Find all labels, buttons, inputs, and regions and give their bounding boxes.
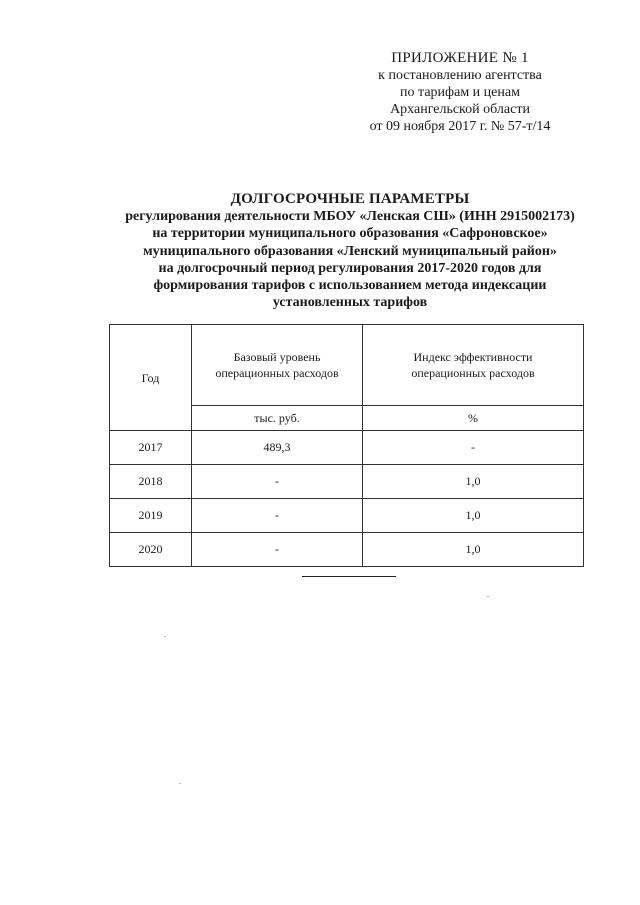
appendix-line: Архангельской области bbox=[390, 102, 530, 117]
parameters-table bbox=[109, 324, 584, 567]
cell-base: - bbox=[192, 465, 363, 499]
appendix-title: ПРИЛОЖЕНИЕ № 1 bbox=[391, 50, 529, 66]
header-base-level bbox=[192, 325, 363, 406]
document-title: ДОЛГОСРОЧНЫЕ ПАРАМЕТРЫ bbox=[230, 191, 470, 207]
table-row bbox=[110, 533, 584, 567]
cell-base: - bbox=[192, 499, 363, 533]
header-year: Год bbox=[110, 325, 192, 431]
heading-line: формирования тарифов с использованием метода индексации bbox=[153, 278, 547, 294]
unit-index: % bbox=[363, 406, 584, 431]
appendix-line: от 09 ноября 2017 г. № 57-т/14 bbox=[369, 119, 551, 134]
heading-line: на долгосрочный период регулирования 2017-2020 годов для bbox=[158, 260, 542, 276]
header-base-line1: Базовый уровень bbox=[233, 350, 321, 364]
heading-line: на территории муниципального образования «Сафроновское» bbox=[152, 226, 548, 242]
cell-index: - bbox=[363, 431, 584, 465]
cell-index: 1,0 bbox=[363, 533, 584, 567]
scan-speck bbox=[487, 596, 489, 597]
cell-base: - bbox=[192, 533, 363, 567]
cell-year: 2017 bbox=[110, 431, 192, 465]
document-heading bbox=[60, 191, 640, 311]
header-index-line1: Индекс эффективности bbox=[413, 350, 533, 364]
heading-line: муниципального образования «Ленский муниципальный район» bbox=[143, 243, 557, 259]
appendix-line: к постановлению агентства bbox=[378, 68, 542, 83]
table-header-row bbox=[110, 325, 584, 406]
cell-index: 1,0 bbox=[363, 499, 584, 533]
cell-index: 1,0 bbox=[363, 465, 584, 499]
cell-base: 489,3 bbox=[192, 431, 363, 465]
cell-year: 2020 bbox=[110, 533, 192, 567]
header-efficiency-index bbox=[363, 325, 584, 406]
cell-year: 2019 bbox=[110, 499, 192, 533]
unit-base: тыс. руб. bbox=[192, 406, 363, 431]
scan-speck bbox=[179, 783, 181, 784]
separator-line bbox=[302, 576, 396, 577]
table-row bbox=[110, 431, 584, 465]
appendix-line: по тарифам и ценам bbox=[400, 85, 520, 100]
cell-year: 2018 bbox=[110, 465, 192, 499]
heading-line: регулирования деятельности МБОУ «Ленская СШ» (ИНН 2915002173) bbox=[125, 209, 575, 225]
table-row bbox=[110, 499, 584, 533]
header-base-line2: операционных расходов bbox=[215, 366, 339, 380]
heading-line: установленных тарифов bbox=[272, 295, 428, 311]
table-row bbox=[110, 465, 584, 499]
header-index-line2: операционных расходов bbox=[411, 366, 535, 380]
scan-speck bbox=[164, 636, 166, 637]
appendix-block bbox=[330, 50, 590, 135]
